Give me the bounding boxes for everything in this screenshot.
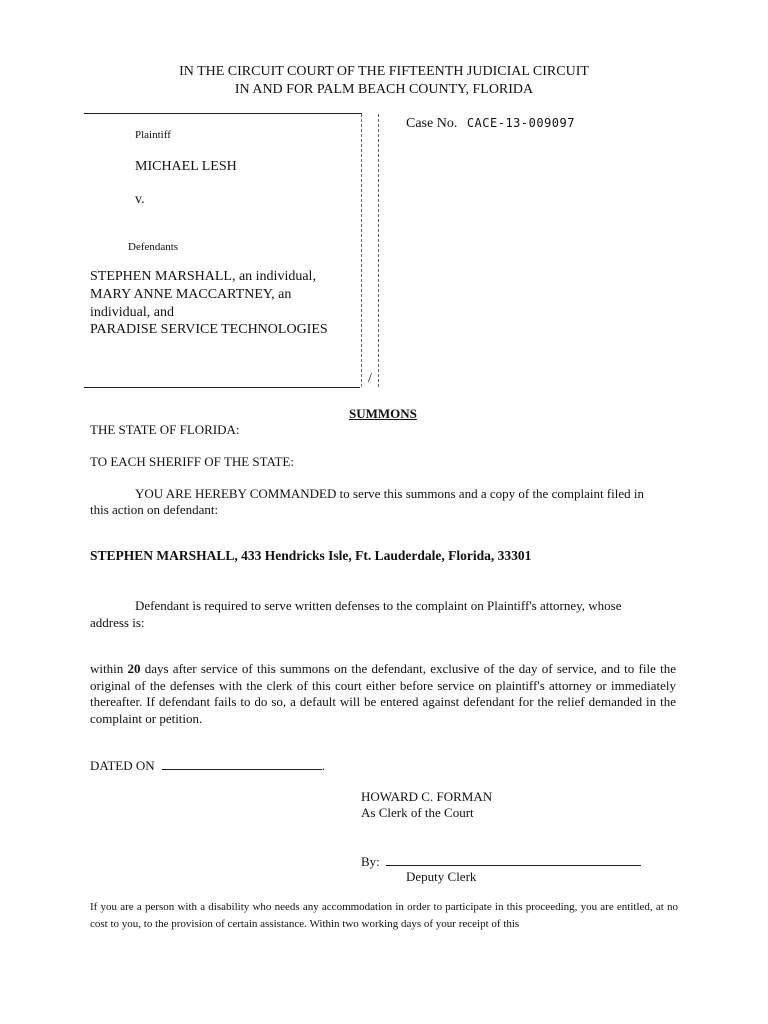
court-heading-line2: IN AND FOR PALM BEACH COUNTY, FLORIDA	[234, 82, 534, 97]
by-line	[361, 853, 641, 870]
within-days: 20	[127, 661, 141, 676]
case-number-block	[406, 116, 575, 132]
plaintiff-label: Plaintiff	[135, 129, 171, 141]
by-label: By:	[361, 854, 380, 869]
plaintiff-name: MICHAEL LESH	[135, 159, 237, 174]
defendant-line: STEPHEN MARSHALL, an individual,	[90, 269, 316, 284]
within-pre: within	[90, 661, 128, 676]
command-continuation: this action on defendant:	[90, 502, 219, 517]
case-number-value: CACE-13-009097	[466, 116, 575, 130]
defendant-line: MARY ANNE MACCARTNEY, an	[90, 287, 292, 302]
ada-notice: If you are a person with a disability who needs any accommodation in order to participate in this proceeding, you are entitled, at no cost to you, to the provision of certain assistance. Within two working days of your receipt of this	[90, 901, 678, 930]
defendant-line: PARADISE SERVICE TECHNOLOGIES	[90, 322, 328, 337]
clerk-title: As Clerk of the Court	[361, 805, 474, 820]
command-line: YOU ARE HEREBY COMMANDED to serve this summons and a copy of the complaint filed in	[135, 486, 644, 501]
deputy-clerk: Deputy Clerk	[406, 869, 477, 884]
sheriff-line: TO EACH SHERIFF OF THE STATE:	[90, 454, 294, 469]
caption-right-border	[361, 114, 362, 387]
dated-blank	[162, 757, 322, 770]
signature-blank	[386, 853, 641, 866]
dated-label: DATED ON	[90, 758, 155, 773]
required-line: Defendant is required to serve written defenses to the complaint on Plaintiff's attorney, whose	[135, 598, 622, 613]
caption-slash: /	[368, 371, 372, 386]
within-post: days after service of this summons on the defendant, exclusive of the day of service, and to file the original of the defenses with the clerk of this court either before service on plaintiff's attorney or immediately thereafter. If defendant fails to do so, a default will be entered against defendant for the relief demanded in the complaint or petition.	[90, 661, 676, 726]
defendant-address: STEPHEN MARSHALL, 433 Hendricks Isle, Ft. Lauderdale, Florida, 33301	[90, 548, 532, 563]
defendant-line: individual, and	[90, 305, 174, 320]
caption-top-rule	[84, 113, 362, 114]
versus-text: v.	[135, 192, 145, 207]
case-number-label: Case No.	[406, 116, 458, 131]
dated-line	[90, 757, 325, 774]
summons-title: SUMMONS	[349, 406, 417, 421]
state-line: THE STATE OF FLORIDA:	[90, 422, 240, 437]
required-line-2: address is:	[90, 615, 145, 630]
dated-end: .	[321, 758, 326, 773]
within-paragraph	[90, 661, 676, 727]
defendants-label: Defendants	[128, 241, 179, 253]
court-heading-line1: IN THE CIRCUIT COURT OF THE FIFTEENTH JUDICIAL CIRCUIT	[179, 64, 589, 79]
caption-separator	[378, 114, 379, 387]
caption-bottom-rule	[84, 387, 360, 388]
clerk-name: HOWARD C. FORMAN	[361, 789, 493, 804]
